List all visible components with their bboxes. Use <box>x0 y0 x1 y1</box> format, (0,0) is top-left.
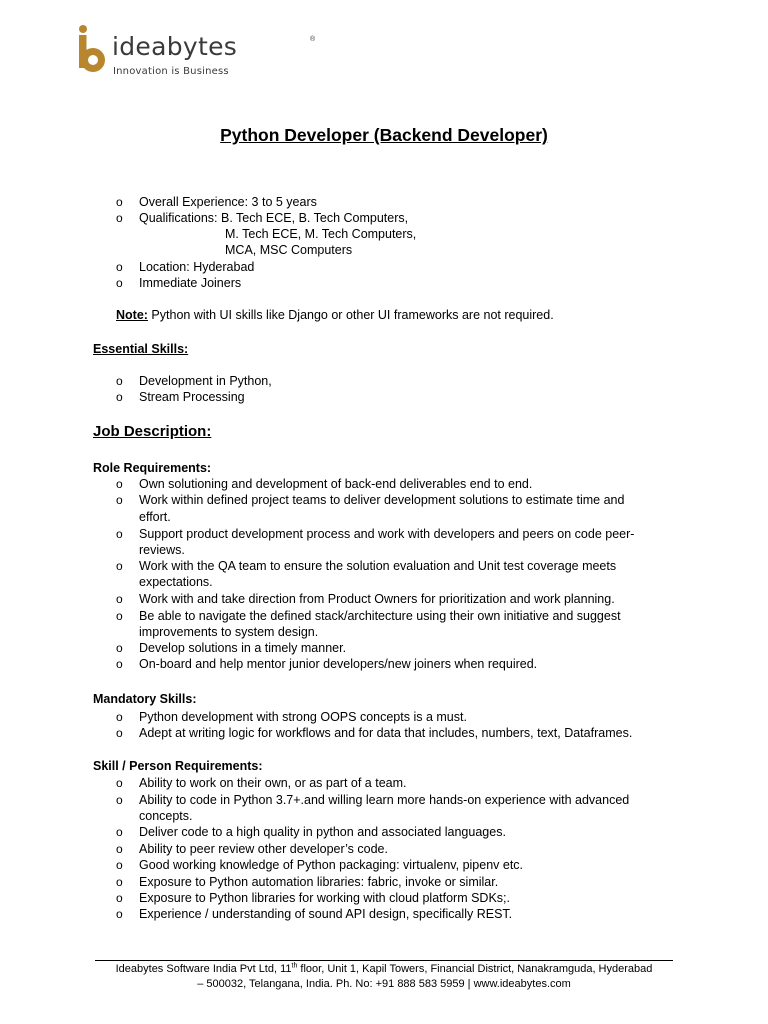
bullet-glyph: o <box>116 609 123 623</box>
note-label: Note: <box>116 308 148 322</box>
bullet-glyph: o <box>116 875 123 889</box>
bullet-glyph: o <box>116 641 123 655</box>
overview-location: Location: Hyderabad <box>139 260 255 274</box>
job-description-heading: Job Description: <box>93 423 212 440</box>
list-item: Ability to code in Python 3.7+.and willing learn more hands-on experience with advanced <box>139 793 630 807</box>
list-item: Work within defined project teams to deliver development solutions to estimate time and <box>139 493 625 507</box>
bullet-glyph: o <box>116 891 123 905</box>
list-item: Own solutioning and development of back-end deliverables end to end. <box>139 477 533 491</box>
bullet-glyph: o <box>116 276 123 290</box>
ideabytes-logo-icon <box>76 24 108 76</box>
note-text: Python with UI skills like Django or other UI frameworks are not required. <box>147 308 554 322</box>
list-item: Deliver code to a high quality in python and associated languages. <box>139 825 506 839</box>
list-item-cont: improvements to system design. <box>139 625 319 639</box>
footer-line1-part1: Ideabytes Software India Pvt Ltd, 11 <box>115 963 292 975</box>
list-item: Python development with strong OOPS concepts is a must. <box>139 710 467 724</box>
bullet-glyph: o <box>116 559 123 573</box>
registered-mark: ® <box>310 36 316 43</box>
footer-line1-sup: th <box>291 962 298 970</box>
bullet-glyph: o <box>116 374 123 388</box>
mandatory-skills-heading: Mandatory Skills: <box>93 692 197 706</box>
bullet-glyph: o <box>116 527 123 541</box>
note-paragraph <box>116 307 554 323</box>
list-item: Exposure to Python libraries for working with cloud platform SDKs;. <box>139 891 510 905</box>
bullet-glyph: o <box>116 211 123 225</box>
bullet-glyph: o <box>116 825 123 839</box>
role-requirements-heading: Role Requirements: <box>93 461 212 475</box>
footer-line1-part2: floor, Unit 1, Kapil Towers, Financial District, Nanakramguda, Hyderabad <box>297 963 653 975</box>
list-item: Support product development process and work with developers and peers on code peer- <box>139 527 635 541</box>
list-item: Work with and take direction from Product Owners for prioritization and work planning. <box>139 592 615 606</box>
bullet-glyph: o <box>116 592 123 606</box>
list-item: Exposure to Python automation libraries: fabric, invoke or similar. <box>139 875 499 889</box>
overview-qualifications: Qualifications: B. Tech ECE, B. Tech Computers, <box>139 211 409 225</box>
essential-skills-heading: Essential Skills: <box>93 342 189 356</box>
bullet-glyph: o <box>116 842 123 856</box>
bullet-glyph: o <box>116 390 123 404</box>
list-item-cont: effort. <box>139 510 171 524</box>
list-item: Work with the QA team to ensure the solution evaluation and Unit test coverage meets <box>139 559 617 573</box>
list-item: Good working knowledge of Python packaging: virtualenv, pipenv etc. <box>139 858 524 872</box>
bullet-glyph: o <box>116 657 123 671</box>
footer-address-line1 <box>0 961 768 977</box>
overview-experience: Overall Experience: 3 to 5 years <box>139 195 317 209</box>
bullet-glyph: o <box>116 477 123 491</box>
list-item-cont: reviews. <box>139 543 185 557</box>
list-item: Adept at writing logic for workflows and for data that includes, numbers, text, Dataframes. <box>139 726 633 740</box>
company-logo <box>76 24 316 80</box>
list-item-cont: concepts. <box>139 809 193 823</box>
list-item: Be able to navigate the defined stack/architecture using their own initiative and suggest <box>139 609 621 623</box>
essential-skill-item: Development in Python, <box>139 374 272 388</box>
brand-name: ideabytes <box>112 32 238 61</box>
bullet-glyph: o <box>116 493 123 507</box>
person-requirements-heading: Skill / Person Requirements: <box>93 759 263 773</box>
page-title: Python Developer (Backend Developer) <box>220 125 548 145</box>
bullet-glyph: o <box>116 907 123 921</box>
bullet-glyph: o <box>116 710 123 724</box>
essential-skill-item: Stream Processing <box>139 390 245 404</box>
bullet-glyph: o <box>116 858 123 872</box>
bullet-glyph: o <box>116 260 123 274</box>
overview-joiners: Immediate Joiners <box>139 276 242 290</box>
list-item: Ability to peer review other developer’s code. <box>139 842 388 856</box>
bullet-glyph: o <box>116 195 123 209</box>
list-item: On-board and help mentor junior developers/new joiners when required. <box>139 657 538 671</box>
list-item: Ability to work on their own, or as part of a team. <box>139 776 407 790</box>
overview-qualifications-cont: M. Tech ECE, M. Tech Computers, <box>225 227 417 241</box>
footer-address-line2: – 500032, Telangana, India. Ph. No: +91 888 583 5959 | www.ideabytes.com <box>197 978 571 990</box>
list-item: Experience / understanding of sound API design, specifically REST. <box>139 907 513 921</box>
bullet-glyph: o <box>116 793 123 807</box>
list-item-cont: expectations. <box>139 575 213 589</box>
bullet-glyph: o <box>116 726 123 740</box>
brand-tagline: Innovation is Business <box>113 66 229 77</box>
overview-qualifications-cont: MCA, MSC Computers <box>225 243 353 257</box>
list-item: Develop solutions in a timely manner. <box>139 641 347 655</box>
bullet-glyph: o <box>116 776 123 790</box>
